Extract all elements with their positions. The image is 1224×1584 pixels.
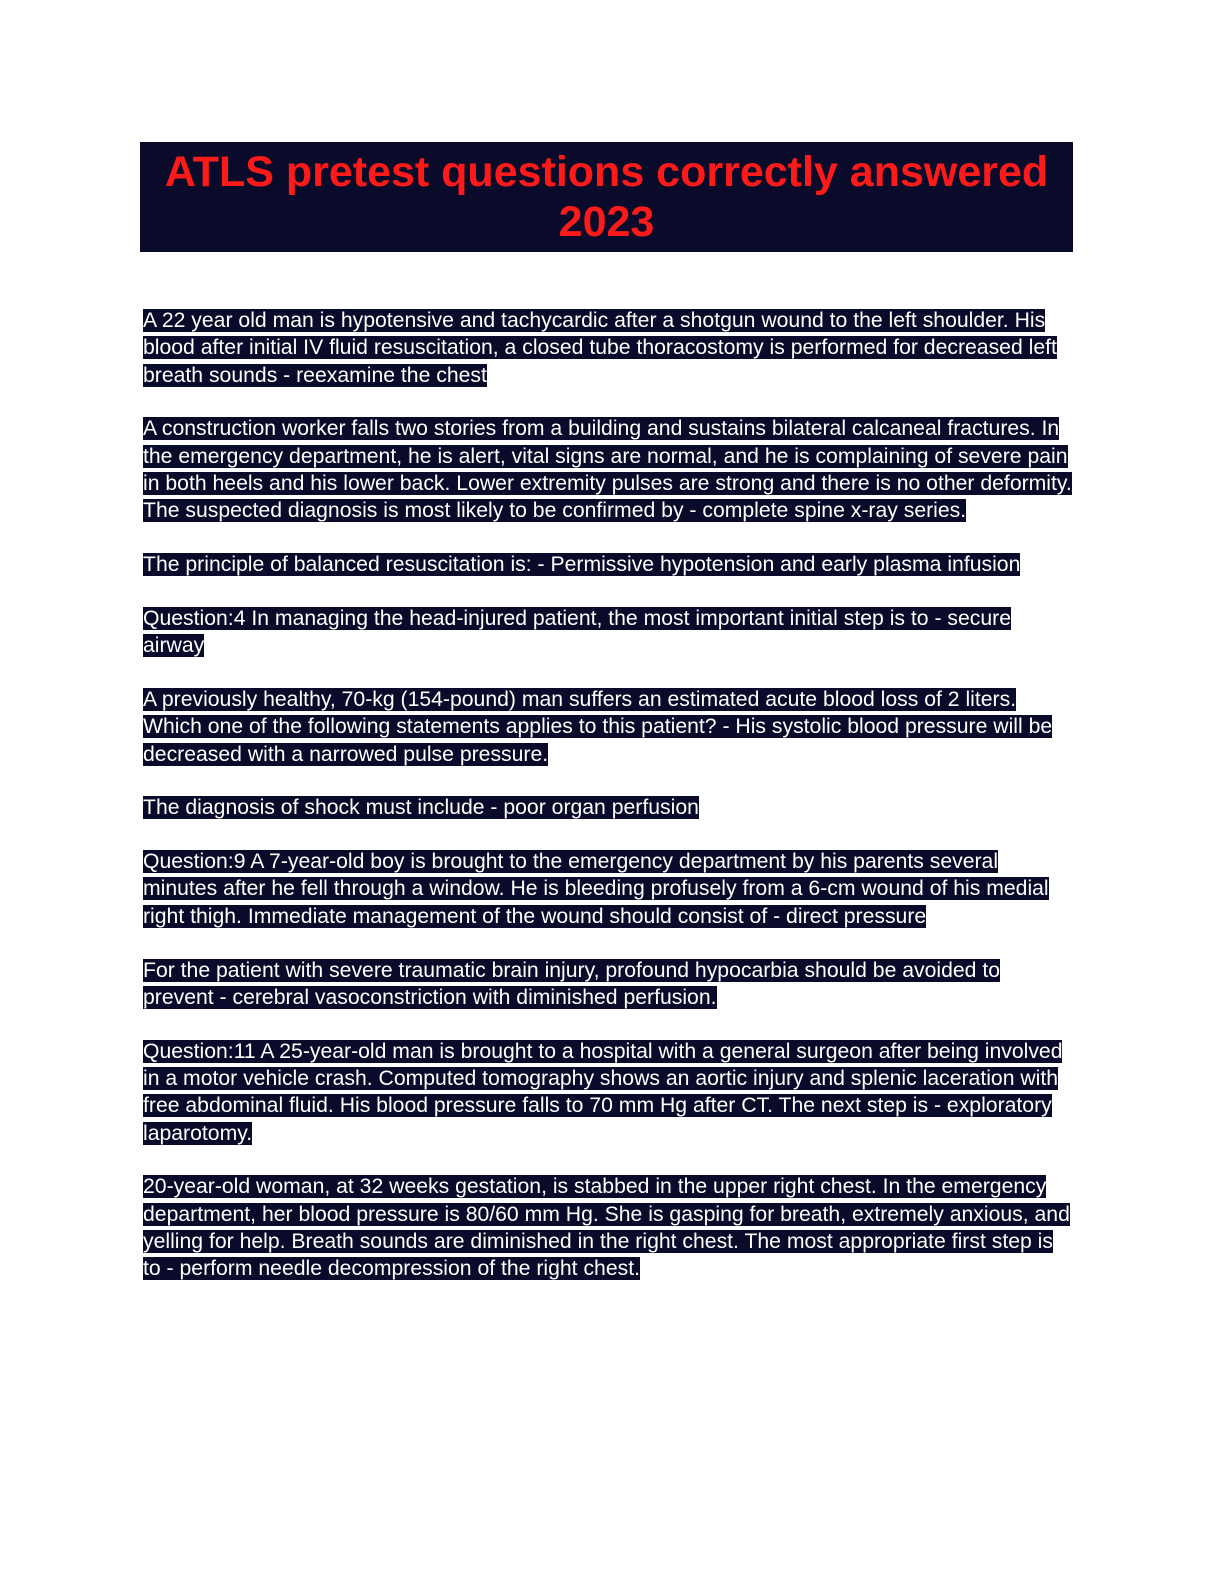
qa-item-text: A previously healthy, 70-kg (154-pound) man suffers an estimated acute blood loss of 2 liters. Which one of the following statements applies to this patient? - His systolic blood pressure will be decreased with a narrowed pulse pressure. [143, 687, 1053, 766]
qa-item-text: Question:9 A 7-year-old boy is brought to the emergency department by his parents several minutes after he fell through a window. He is bleeding profusely from a 6-cm wound of his medial right thigh. Immediate management of the wound should consist of - direct pressure [143, 850, 1049, 928]
qa-item-text: For the patient with severe traumatic brain injury, profound hypocarbia should be avoided to prevent - cerebral vasoconstriction with diminished perfusion. [143, 958, 1001, 1009]
title-banner [140, 142, 1073, 252]
qa-item [143, 605, 1073, 660]
qa-item [143, 686, 1073, 768]
qa-item-text: The principle of balanced resuscitation is: - Permissive hypotension and early plasma infusion [143, 553, 1021, 577]
qa-item-text: 20-year-old woman, at 32 weeks gestation, is stabbed in the upper right chest. In the emergency department, her blood pressure is 80/60 mm Hg. She is gasping for breath, extremely anxious, and yelling for help. Breath sounds are diminished in the right chest. The most appropriate first step is to - perform needle decompression of the right chest. [143, 1175, 1070, 1281]
qa-item [143, 794, 1073, 821]
qa-item-text: Question:4 In managing the head-injured patient, the most important initial step is to - secure airway [143, 606, 1011, 658]
qa-item [143, 551, 1073, 578]
qa-item-text: A construction worker falls two stories from a building and sustains bilateral calcaneal fractures. In the emergency department, he is alert, vital signs are normal, and he is complaining of severe pain in both heels and his lower back. Lower extremity pulses are strong and there is no other deformity. The suspected diagnosis is most likely to be confirmed by - complete spine x-ray series. [143, 417, 1072, 523]
qa-item-text: The diagnosis of shock must include - poor organ perfusion [143, 796, 699, 820]
qa-item [143, 1173, 1073, 1282]
qa-list [143, 307, 1073, 1309]
qa-item [143, 957, 1073, 1012]
qa-item [143, 1038, 1073, 1147]
qa-item-text: Question:11 A 25-year-old man is brought to a hospital with a general surgeon after being involved in a motor vehicle crash. Computed tomography shows an aortic injury and splenic laceration with free abdominal fluid. His blood pressure falls to 70 mm Hg after CT. The next step is - exploratory laparotomy. [143, 1039, 1063, 1145]
qa-item-text: A 22 year old man is hypotensive and tachycardic after a shotgun wound to the left shoulder. His blood after initial IV fluid resuscitation, a closed tube thoracostomy is performed for decreased left breath sounds - reexamine the chest [143, 309, 1057, 387]
document-title: ATLS pretest questions correctly answered 2023 [164, 148, 1049, 246]
qa-item [143, 415, 1073, 524]
qa-item [143, 307, 1073, 389]
qa-item [143, 848, 1073, 930]
